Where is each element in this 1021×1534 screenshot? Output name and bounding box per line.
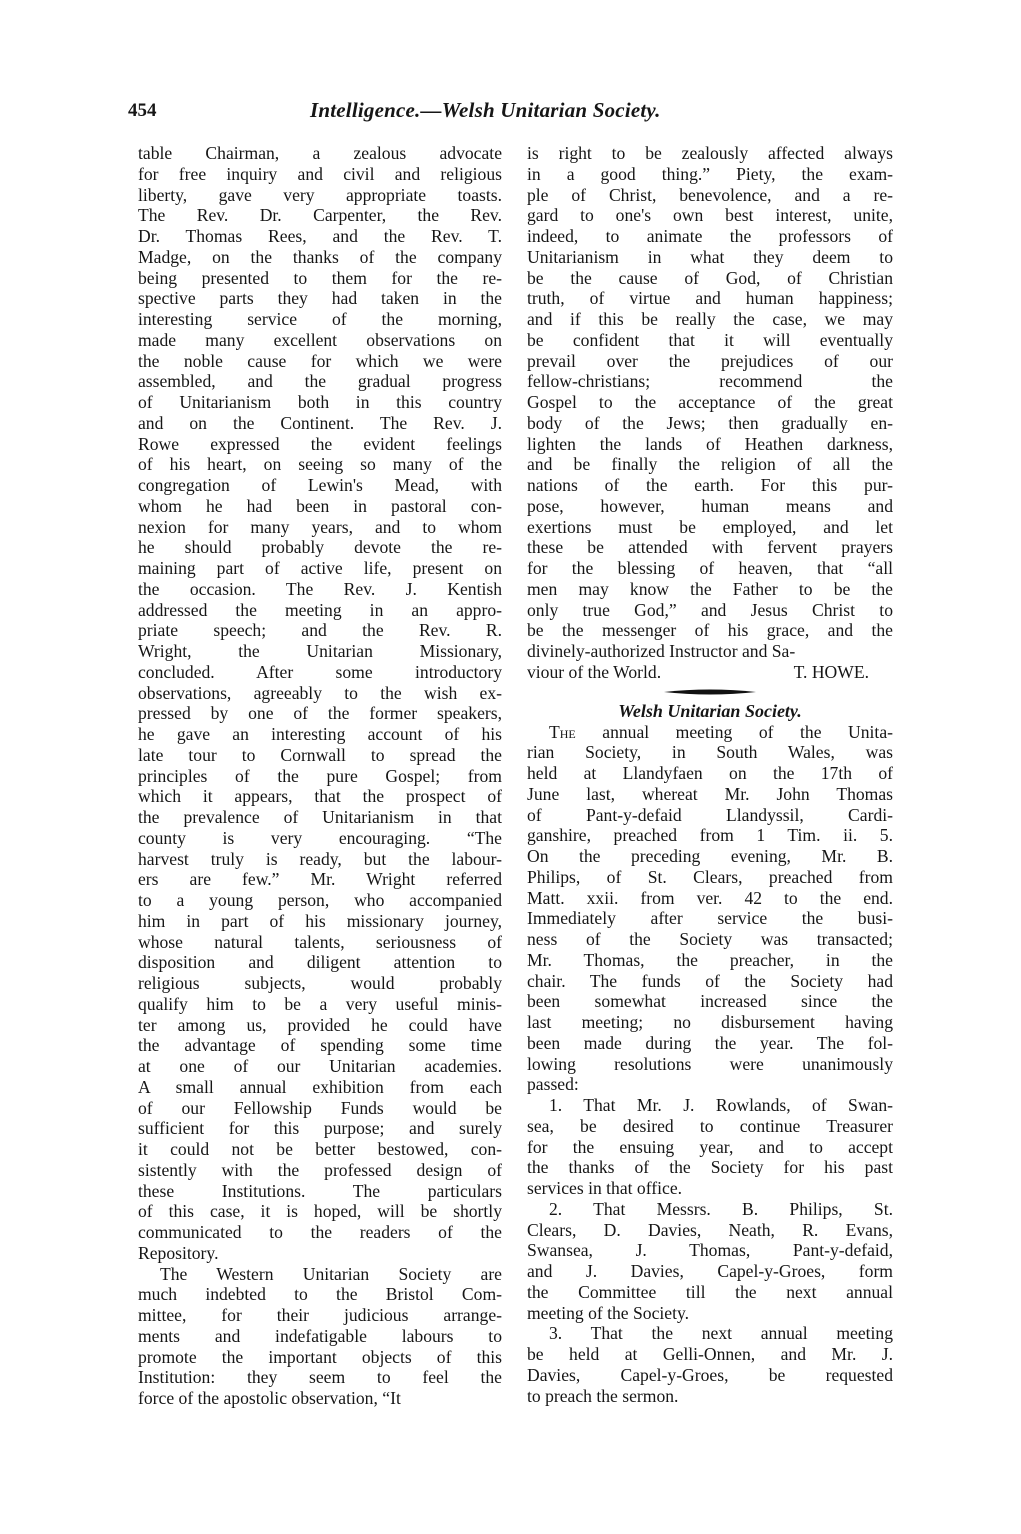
right-column bbox=[527, 143, 893, 1406]
paragraph-chairman-toasts bbox=[138, 143, 502, 1264]
text-line: ments and indefatigable labours to bbox=[138, 1325, 502, 1346]
text-line: body of the Jews; then gradually en- bbox=[527, 412, 893, 433]
text-line: Davies, Capel-y-Groes, be requested bbox=[527, 1364, 893, 1385]
text-line: of our Fellowship Funds would be bbox=[138, 1097, 502, 1118]
text-line: ganshire, preached from 1 Tim. ii. 5. bbox=[527, 825, 893, 846]
text-line: 3. That the next annual meeting bbox=[549, 1323, 893, 1344]
text-line: ple of Christ, benevolence, and a re- bbox=[527, 184, 893, 205]
text-line: A small annual exhibition from each bbox=[138, 1076, 502, 1097]
text-line: county is very encouraging. “The bbox=[138, 827, 502, 848]
text-line: Gospel to the acceptance of the great bbox=[527, 392, 893, 412]
resolution-3 bbox=[527, 1323, 893, 1406]
text-line: Philips, of St. Clears, preached from bbox=[527, 866, 893, 887]
text-line: to a young person, who accompanied bbox=[138, 890, 502, 910]
text-line: of Unitarianism both in this country bbox=[138, 392, 502, 412]
text-line: the advantage of spending some time bbox=[138, 1035, 502, 1056]
text-line: liberty, gave very appropriate toasts. bbox=[138, 184, 502, 205]
text-line: for the ensuing year, and to accept bbox=[527, 1136, 893, 1157]
text-line: lowing resolutions were unanimously bbox=[527, 1053, 893, 1074]
text-line: religious subjects, would probably bbox=[138, 973, 502, 993]
text-line: the occasion. The Rev. J. Kentish bbox=[138, 578, 502, 599]
text-line: him in part of his missionary journey, bbox=[138, 910, 502, 931]
text-line: he should probably devote the re- bbox=[138, 537, 502, 558]
text-line: been somewhat increased since the bbox=[527, 991, 893, 1012]
text-line: 2. That Messrs. B. Philips, St. bbox=[549, 1198, 893, 1219]
text-line: the Committee till the next annual bbox=[527, 1281, 893, 1302]
text-line: for free inquiry and civil and religious bbox=[138, 163, 502, 184]
text-line: ers are few.” Mr. Wright referred bbox=[138, 869, 502, 890]
text-line: be confident that it will eventually bbox=[527, 329, 893, 350]
text-line: these be attended with fervent prayers bbox=[527, 537, 893, 558]
text-line: chair. The funds of the Society had bbox=[527, 970, 893, 991]
paragraph-howe-letter bbox=[527, 143, 893, 662]
text-line: pressed by one of the former speakers, bbox=[138, 703, 502, 724]
paragraph-western-society bbox=[138, 1264, 502, 1409]
text-line: nations of the earth. For this pur- bbox=[527, 475, 893, 495]
text-line: for the blessing of heaven, that “all bbox=[527, 558, 893, 578]
text-line: to preach the sermon. bbox=[527, 1385, 679, 1406]
text-line: Swansea, J. Thomas, Pant-y-defaid, bbox=[527, 1240, 893, 1261]
text-line: and if this be really the case, we may bbox=[527, 309, 893, 329]
text-line: The Rev. Dr. Carpenter, the Rev. bbox=[138, 205, 502, 226]
text-line: concluded. After some introductory bbox=[138, 661, 502, 682]
text-line: in a good thing.” Piety, the exam- bbox=[527, 163, 893, 184]
text-line: table Chairman, a zealous advocate bbox=[138, 143, 502, 163]
text-line: rian Society, in South Wales, was bbox=[527, 742, 893, 763]
text-line: much indebted to the Bristol Com- bbox=[138, 1284, 502, 1305]
text-line: gard to one's own best interest, unite, bbox=[527, 205, 893, 226]
text-line: the noble cause for which we were bbox=[138, 350, 502, 371]
text-line: sea, be desired to continue Treasurer bbox=[527, 1115, 893, 1136]
text-line: ter among us, provided he could have bbox=[138, 1014, 502, 1035]
running-head bbox=[120, 100, 920, 130]
text-line: these Institutions. The particulars bbox=[138, 1180, 502, 1201]
text-line: communicated to the readers of the bbox=[138, 1222, 502, 1242]
closing-text: viour of the World. bbox=[527, 661, 662, 682]
text-line: The annual meeting of the Unita- bbox=[549, 721, 893, 742]
text-line: which it appears, that the prospect of bbox=[138, 786, 502, 807]
text-line: priate speech; and the Rev. R. bbox=[138, 620, 502, 641]
text-line: of Pant-y-defaid Llandyssil, Cardi- bbox=[527, 804, 893, 825]
text-line: mittee, for their judicious arrange- bbox=[138, 1305, 502, 1325]
signature-line bbox=[527, 662, 893, 683]
divider-rule-icon bbox=[664, 688, 756, 696]
section-divider bbox=[527, 685, 893, 699]
text-line: promote the important objects of this bbox=[138, 1346, 502, 1367]
text-line: and J. Davies, Capel-y-Groes, form bbox=[527, 1261, 893, 1281]
text-line: principles of the pure Gospel; from bbox=[138, 765, 502, 786]
text-line: Institution: they seem to feel the bbox=[138, 1367, 502, 1388]
text-line: whom he had been in pastoral con- bbox=[138, 495, 502, 516]
text-line: it could not be better bestowed, con- bbox=[138, 1139, 502, 1159]
text-line: nexion for many years, and to whom bbox=[138, 516, 502, 537]
text-line: Immediately after service the busi- bbox=[527, 908, 893, 929]
text-line: services in that office. bbox=[527, 1178, 683, 1198]
text-line: made many excellent observations on bbox=[138, 329, 502, 350]
resolution-1 bbox=[527, 1095, 893, 1199]
text-line: and on the Continent. The Rev. J. bbox=[138, 412, 502, 433]
text-line: Mr. Thomas, the preacher, in the bbox=[527, 949, 893, 970]
left-column bbox=[138, 143, 502, 1409]
text-line: of his heart, on seeing so many of the bbox=[138, 454, 502, 475]
text-line: the thanks of the Society for his past bbox=[527, 1157, 893, 1178]
text-line: observations, agreeably to the wish ex- bbox=[138, 682, 502, 703]
text-line: be held at Gelli-Onnen, and Mr. J. bbox=[527, 1344, 893, 1364]
resolution-2 bbox=[527, 1199, 893, 1324]
text-line: be the cause of God, of Christian bbox=[527, 267, 893, 288]
text-line: qualify him to be a very useful minis- bbox=[138, 993, 502, 1014]
text-line: pose, however, human means and bbox=[527, 495, 893, 516]
text-line: meeting of the Society. bbox=[527, 1302, 690, 1323]
text-line: spective parts they had taken in the bbox=[138, 288, 502, 309]
text-line: congregation of Lewin's Mead, with bbox=[138, 475, 502, 495]
text-line: disposition and diligent attention to bbox=[138, 952, 502, 973]
text-line: Wright, the Unitarian Missionary, bbox=[138, 641, 502, 661]
text-line: Clears, D. Davies, Neath, R. Evans, bbox=[527, 1219, 893, 1240]
text-line: divinely-authorized Instructor and Sa- bbox=[527, 641, 796, 661]
running-title: Intelligence.—Welsh Unitarian Society. bbox=[310, 98, 661, 122]
text-line: only true God,” and Jesus Christ to bbox=[527, 599, 893, 620]
text-line: On the preceding evening, Mr. B. bbox=[527, 846, 893, 866]
text-line: been made during the year. The fol- bbox=[527, 1032, 893, 1053]
text-line: sistently with the professed design of bbox=[138, 1159, 502, 1180]
text-line: maining part of active life, present on bbox=[138, 558, 502, 578]
text-line: assembled, and the gradual progress bbox=[138, 371, 502, 392]
text-line: Dr. Thomas Rees, and the Rev. T. bbox=[138, 226, 502, 246]
text-line: is right to be zealously affected always bbox=[527, 143, 893, 163]
text-line: Madge, on the thanks of the company bbox=[138, 246, 502, 267]
paragraph-annual-meeting bbox=[527, 722, 893, 1096]
text-line: whose natural talents, seriousness of bbox=[138, 931, 502, 952]
text-line: harvest truly is ready, but the labour- bbox=[138, 848, 502, 869]
text-line: and be finally the religion of all the bbox=[527, 454, 893, 475]
text-line: force of the apostolic observation, “It bbox=[138, 1388, 401, 1408]
text-line: addressed the meeting in an appro- bbox=[138, 599, 502, 620]
text-line: interesting service of the morning, bbox=[138, 309, 502, 329]
text-line: ness of the Society was transacted; bbox=[527, 929, 893, 949]
signature: T. HOWE. bbox=[793, 661, 869, 682]
text-line: lighten the lands of Heathen darkness, bbox=[527, 433, 893, 454]
drop-word: The bbox=[549, 721, 576, 742]
text-line: he gave an interesting account of his bbox=[138, 724, 502, 744]
text-line: indeed, to animate the professors of bbox=[527, 226, 893, 246]
text-line: Unitarianism in what they deem to bbox=[527, 246, 893, 267]
text-line: prevail over the prejudices of our bbox=[527, 350, 893, 371]
text-line: being presented to them for the re- bbox=[138, 267, 502, 288]
text-line: fellow-christians; recommend the bbox=[527, 371, 893, 392]
text-line: late tour to Cornwall to spread the bbox=[138, 744, 502, 765]
text-line: held at Llandyfaen on the 17th of bbox=[527, 763, 893, 783]
text-line: Rowe expressed the evident feelings bbox=[138, 433, 502, 454]
text-line: June last, whereat Mr. John Thomas bbox=[527, 783, 893, 804]
text-line: exertions must be employed, and let bbox=[527, 516, 893, 537]
text-line: truth, of virtue and human happiness; bbox=[527, 288, 893, 309]
text-line: passed: bbox=[527, 1074, 579, 1095]
text-line: Repository. bbox=[138, 1242, 219, 1263]
annual-meeting-lines bbox=[527, 742, 893, 1095]
text-line: Matt. xxii. from ver. 42 to the end. bbox=[527, 887, 893, 908]
text-line: of this case, it is hoped, will be shortly bbox=[138, 1201, 502, 1222]
text-line: sufficient for this purpose; and surely bbox=[138, 1118, 502, 1139]
text-line: at one of our Unitarian academies. bbox=[138, 1056, 502, 1076]
text-line: 1. That Mr. J. Rowlands, of Swan- bbox=[549, 1095, 893, 1115]
text-line: the prevalence of Unitarianism in that bbox=[138, 807, 502, 827]
text-line: men may know the Father to be the bbox=[527, 578, 893, 599]
text-line: The Western Unitarian Society are bbox=[160, 1263, 502, 1284]
text-line: be the messenger of his grace, and the bbox=[527, 620, 893, 641]
text-line: last meeting; no disbursement having bbox=[527, 1012, 893, 1032]
section-heading-welsh-unitarian-society: Welsh Unitarian Society. bbox=[618, 700, 802, 721]
page-number: 454 bbox=[128, 100, 157, 121]
